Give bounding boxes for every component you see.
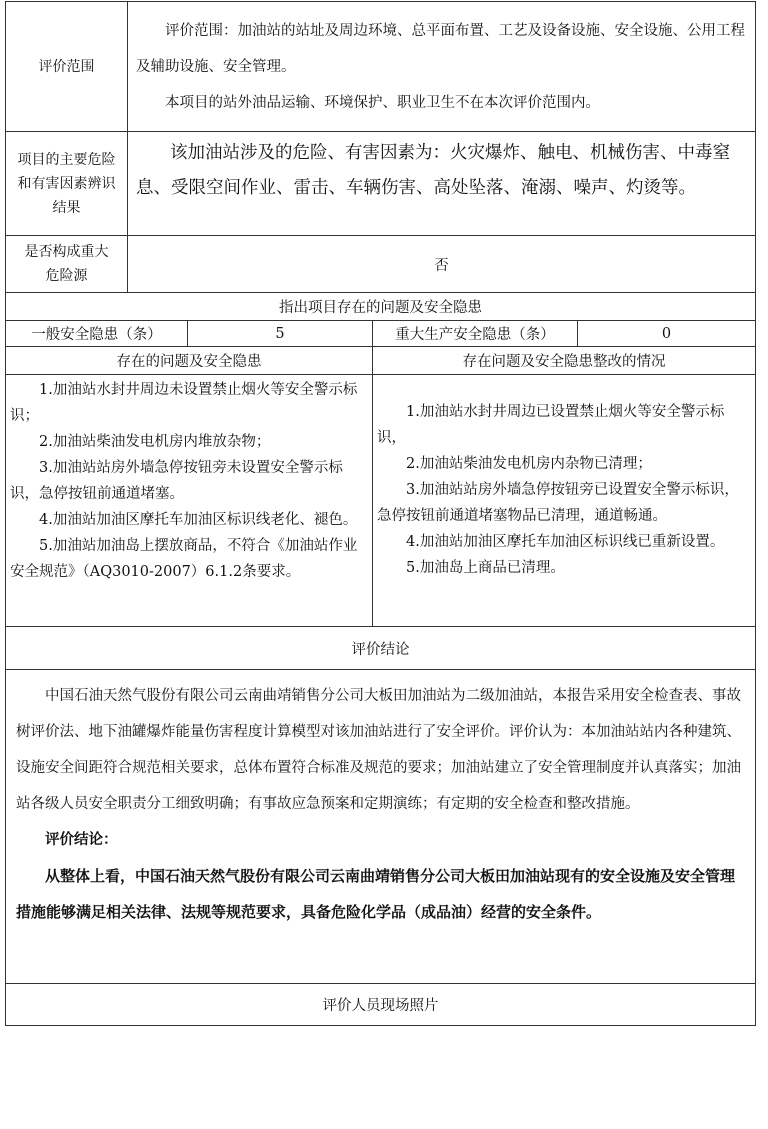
counts-row <box>6 321 756 347</box>
conclusion-subtitle: 评价结论： <box>45 831 118 848</box>
problem-item: 1.加油站水封井周边未设置禁止烟火等安全警示标识； <box>10 382 358 424</box>
conclusion-statement: 从整体上看，中国石油天然气股份有限公司云南曲靖销售分公司大板田加油站现有的安全设施及安全管理措施能够满足相关法律、法规等规范要求，具备危险化学品（成品油）经营的安全条件。 <box>16 867 736 921</box>
conclusion-header: 评价结论 <box>6 627 756 670</box>
hazards-row <box>6 132 756 236</box>
scope-line-1: 评价范围：加油站的站址及周边环境、总平面布置、工艺及设备设施、安全设施、公用工程及辅助设施、安全管理。 <box>136 22 745 75</box>
fixes-column-header: 存在问题及安全隐患整改的情况 <box>373 347 756 375</box>
problems-fixes-row <box>6 375 756 627</box>
photos-header-row <box>6 984 756 1026</box>
fixes-list <box>373 375 756 627</box>
columns-header-row <box>6 347 756 375</box>
major-hazard-value: 否 <box>128 236 756 293</box>
hazards-content <box>128 132 756 236</box>
evaluation-table <box>5 1 756 1026</box>
fix-item: 3.加油站站房外墙急停按钮旁已设置安全警示标识，急停按钮前通道堵塞物品已清理，通道畅通。 <box>377 482 739 524</box>
problems-column-header: 存在的问题及安全隐患 <box>6 347 373 375</box>
scope-content <box>128 2 756 132</box>
major-hazard-count: 0 <box>578 321 756 347</box>
problem-item: 3.加油站站房外墙急停按钮旁未设置安全警示标识，急停按钮前通道堵塞。 <box>10 460 343 502</box>
hazards-label: 项目的主要危险和有害因素辨识结果 <box>6 132 128 236</box>
general-hazard-label: 一般安全隐患（条） <box>6 321 188 347</box>
issues-header-row <box>6 293 756 321</box>
fix-item: 2.加油站柴油发电机房内杂物已清理； <box>406 456 652 472</box>
problem-item: 4.加油站加油区摩托车加油区标识线老化、褪色。 <box>39 512 358 528</box>
photos-header: 评价人员现场照片 <box>6 984 756 1026</box>
hazards-text: 该加油站涉及的危险、有害因素为：火灾爆炸、触电、机械伤害、中毒窒息、受限空间作业、雷击、车辆伤害、高处坠落、淹溺、噪声、灼烫等。 <box>136 143 730 198</box>
major-hazard-row <box>6 236 756 293</box>
fix-item: 1.加油站水封井周边已设置禁止烟火等安全警示标识， <box>377 404 725 446</box>
fix-item: 5.加油岛上商品已清理。 <box>406 560 565 576</box>
conclusion-row <box>6 670 756 984</box>
scope-line-2: 本项目的站外油品运输、环境保护、职业卫生不在本次评价范围内。 <box>165 94 600 111</box>
general-hazard-count: 5 <box>188 321 373 347</box>
major-hazard-label: 是否构成重大危险源 <box>6 236 128 293</box>
conclusion-body: 中国石油天然气股份有限公司云南曲靖销售分公司大板田加油站为二级加油站，本报告采用安全检查表、事故树评价法、地下油罐爆炸能量伤害程度计算模型对该加油站进行了安全评价。评价认为：本加油站站内各种建筑、设施安全间距符合规范相关要求，总体布置符合标准及规范的要求；加油站建立了安全管理制度并认真落实；加油站各级人员安全职责分工细致明确；有事故应急预案和定期演练；有定期的安全检查和整改措施。 <box>16 688 741 812</box>
issues-header: 指出项目存在的问题及安全隐患 <box>6 293 756 321</box>
conclusion-content <box>6 670 756 984</box>
problem-item: 2.加油站柴油发电机房内堆放杂物； <box>39 434 271 450</box>
conclusion-header-row <box>6 627 756 670</box>
problems-list <box>6 375 373 627</box>
scope-label: 评价范围 <box>6 2 128 132</box>
scope-row <box>6 2 756 132</box>
fix-item: 4.加油站加油区摩托车加油区标识线已重新设置。 <box>406 534 725 550</box>
major-hazard-label: 重大生产安全隐患（条） <box>373 321 578 347</box>
problem-item: 5.加油站加油岛上摆放商品，不符合《加油站作业安全规范》（AQ3010-2007）6.1.2条要求。 <box>10 538 358 580</box>
